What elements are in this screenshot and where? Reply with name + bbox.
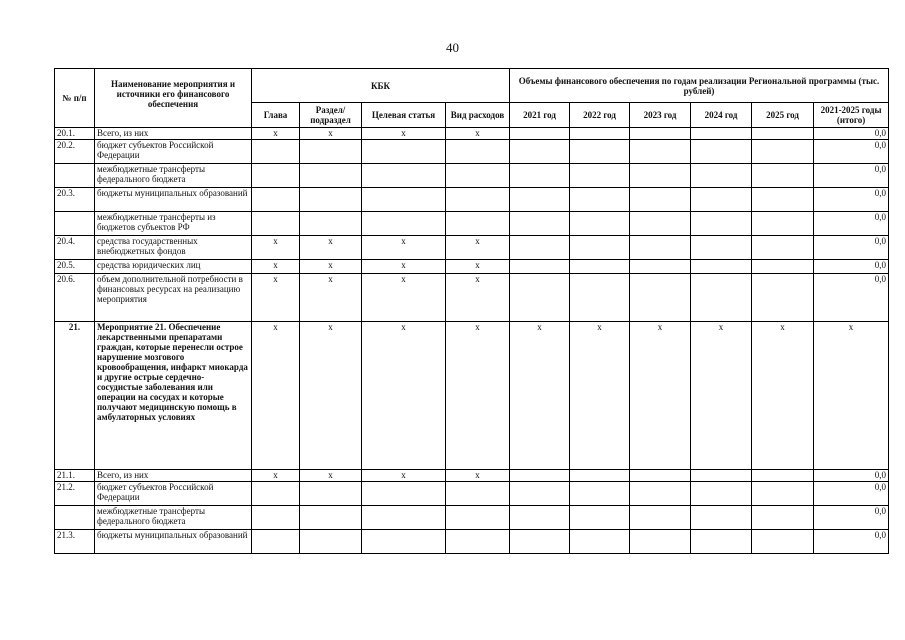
cell-y2022	[570, 212, 630, 236]
cell-vid	[446, 212, 510, 236]
header-name: Наименование мероприятия и источники его финансового обеспечения	[95, 69, 252, 128]
cell-vid	[446, 188, 510, 212]
page-number: 40	[446, 40, 459, 55]
cell-y2024	[691, 128, 752, 140]
cell-vid	[446, 506, 510, 530]
cell-y2021	[510, 128, 570, 140]
cell-vid: x	[446, 236, 510, 260]
table-row	[55, 506, 889, 530]
cell-y2022	[570, 470, 630, 482]
cell-num: 20.5.	[55, 260, 95, 274]
cell-num: 20.2.	[55, 140, 95, 164]
cell-glava	[252, 530, 300, 554]
cell-y2021	[510, 506, 570, 530]
cell-y2022	[570, 274, 630, 322]
cell-glava	[252, 140, 300, 164]
cell-vid: x	[446, 128, 510, 140]
cell-y2023	[630, 482, 691, 506]
cell-num: 20.4.	[55, 236, 95, 260]
cell-y2024	[691, 140, 752, 164]
header-2025: 2025 год	[752, 103, 814, 128]
cell-name: Мероприятие 21. Обеспечение лекарственными препаратами граждан, которые перенесли острое нарушение мозгового кровообращения, инфаркт миокарда и другие острые сердечно-сосудистые заболевания или операции на сосудах и которые получают медицинскую помощь в амбулаторных условиях	[95, 322, 252, 470]
cell-y2021	[510, 530, 570, 554]
table-row	[55, 188, 889, 212]
cell-name: межбюджетные трансферты из бюджетов субъектов РФ	[95, 212, 252, 236]
cell-y2025: x	[752, 322, 814, 470]
cell-y2025	[752, 470, 814, 482]
table-row	[55, 470, 889, 482]
cell-celevaya: x	[362, 470, 446, 482]
cell-y2023	[630, 128, 691, 140]
cell-y2022	[570, 140, 630, 164]
table-body	[55, 128, 889, 554]
cell-name: межбюджетные трансферты федерального бюджета	[95, 164, 252, 188]
cell-glava	[252, 482, 300, 506]
cell-y2024	[691, 260, 752, 274]
cell-y2022: x	[570, 322, 630, 470]
cell-y2021: x	[510, 322, 570, 470]
cell-y2024	[691, 482, 752, 506]
cell-name: средства юридических лиц	[95, 260, 252, 274]
cell-num	[55, 164, 95, 188]
cell-razdel	[300, 140, 362, 164]
table-row	[55, 128, 889, 140]
cell-y2022	[570, 506, 630, 530]
cell-glava: x	[252, 260, 300, 274]
cell-total: 0,0	[814, 482, 889, 506]
cell-total: 0,0	[814, 274, 889, 322]
table-row	[55, 530, 889, 554]
cell-total: 0,0	[814, 260, 889, 274]
cell-vid: x	[446, 274, 510, 322]
cell-num	[55, 212, 95, 236]
cell-y2025	[752, 164, 814, 188]
header-vid: Вид расходов	[446, 103, 510, 128]
cell-y2024	[691, 530, 752, 554]
header-2021: 2021 год	[510, 103, 570, 128]
cell-y2023	[630, 164, 691, 188]
cell-y2023	[630, 188, 691, 212]
header-kbk: КБК	[252, 69, 510, 103]
cell-y2021	[510, 260, 570, 274]
cell-y2023	[630, 260, 691, 274]
cell-y2023	[630, 470, 691, 482]
cell-num: 20.6.	[55, 274, 95, 322]
cell-name: бюджет субъектов Российской Федерации	[95, 482, 252, 506]
cell-y2025	[752, 274, 814, 322]
cell-razdel: x	[300, 274, 362, 322]
table-row	[55, 260, 889, 274]
cell-y2024	[691, 236, 752, 260]
cell-glava: x	[252, 322, 300, 470]
cell-y2025	[752, 236, 814, 260]
header-num: № п/п	[55, 69, 95, 128]
cell-y2025	[752, 506, 814, 530]
cell-total: 0,0	[814, 212, 889, 236]
cell-y2025	[752, 482, 814, 506]
cell-total: 0,0	[814, 530, 889, 554]
cell-y2022	[570, 164, 630, 188]
table-row	[55, 322, 889, 470]
cell-y2025	[752, 140, 814, 164]
cell-y2023	[630, 274, 691, 322]
cell-y2023	[630, 140, 691, 164]
cell-y2025	[752, 188, 814, 212]
cell-y2024	[691, 188, 752, 212]
header-razdel: Раздел/ подраздел	[300, 103, 362, 128]
cell-total: 0,0	[814, 188, 889, 212]
cell-y2021	[510, 212, 570, 236]
cell-razdel: x	[300, 236, 362, 260]
cell-celevaya	[362, 482, 446, 506]
cell-celevaya: x	[362, 128, 446, 140]
cell-total: x	[814, 322, 889, 470]
table-row	[55, 482, 889, 506]
cell-glava: x	[252, 470, 300, 482]
table-row	[55, 212, 889, 236]
cell-name: средства государственных внебюджетных фондов	[95, 236, 252, 260]
cell-celevaya: x	[362, 322, 446, 470]
cell-num: 21.	[55, 322, 95, 470]
cell-name: межбюджетные трансферты федерального бюджета	[95, 506, 252, 530]
cell-y2022	[570, 530, 630, 554]
cell-y2024: x	[691, 322, 752, 470]
cell-celevaya: x	[362, 236, 446, 260]
cell-y2025	[752, 128, 814, 140]
cell-razdel	[300, 188, 362, 212]
cell-celevaya	[362, 188, 446, 212]
cell-y2023	[630, 530, 691, 554]
cell-y2021	[510, 188, 570, 212]
cell-y2024	[691, 212, 752, 236]
cell-glava: x	[252, 236, 300, 260]
cell-y2021	[510, 482, 570, 506]
cell-glava	[252, 164, 300, 188]
cell-name: Всего, из них	[95, 128, 252, 140]
cell-name: Всего, из них	[95, 470, 252, 482]
cell-y2024	[691, 164, 752, 188]
header-glava: Глава	[252, 103, 300, 128]
table-row	[55, 236, 889, 260]
cell-celevaya	[362, 506, 446, 530]
cell-celevaya: x	[362, 274, 446, 322]
cell-glava: x	[252, 274, 300, 322]
cell-total: 0,0	[814, 236, 889, 260]
table-row	[55, 140, 889, 164]
cell-y2025	[752, 530, 814, 554]
cell-y2023	[630, 212, 691, 236]
cell-y2024	[691, 470, 752, 482]
cell-celevaya	[362, 530, 446, 554]
header-2024: 2024 год	[691, 103, 752, 128]
budget-table	[54, 68, 889, 554]
cell-glava	[252, 188, 300, 212]
cell-total: 0,0	[814, 128, 889, 140]
cell-y2025	[752, 260, 814, 274]
cell-y2023: x	[630, 322, 691, 470]
cell-y2024	[691, 274, 752, 322]
cell-razdel	[300, 212, 362, 236]
cell-vid	[446, 164, 510, 188]
cell-celevaya	[362, 140, 446, 164]
cell-total: 0,0	[814, 506, 889, 530]
cell-celevaya	[362, 164, 446, 188]
cell-num: 20.1.	[55, 128, 95, 140]
cell-razdel	[300, 506, 362, 530]
cell-razdel	[300, 530, 362, 554]
cell-name: бюджеты муниципальных образований	[95, 530, 252, 554]
cell-y2023	[630, 506, 691, 530]
cell-y2021	[510, 236, 570, 260]
cell-y2022	[570, 260, 630, 274]
cell-num	[55, 506, 95, 530]
cell-y2021	[510, 274, 570, 322]
cell-y2021	[510, 164, 570, 188]
cell-y2021	[510, 140, 570, 164]
cell-y2021	[510, 470, 570, 482]
cell-y2022	[570, 128, 630, 140]
cell-razdel: x	[300, 260, 362, 274]
cell-name: бюджет субъектов Российской Федерации	[95, 140, 252, 164]
cell-y2022	[570, 236, 630, 260]
cell-y2024	[691, 506, 752, 530]
cell-total: 0,0	[814, 164, 889, 188]
cell-total: 0,0	[814, 140, 889, 164]
cell-name: объем дополнительной потребности в финансовых ресурсах на реализацию мероприятия	[95, 274, 252, 322]
cell-vid: x	[446, 322, 510, 470]
cell-num: 21.3.	[55, 530, 95, 554]
header-total: 2021-2025 годы (итого)	[814, 103, 889, 128]
cell-num: 21.2.	[55, 482, 95, 506]
table-row	[55, 164, 889, 188]
cell-vid	[446, 140, 510, 164]
cell-glava: x	[252, 128, 300, 140]
cell-razdel	[300, 164, 362, 188]
cell-razdel: x	[300, 322, 362, 470]
header-celevaya: Целевая статья	[362, 103, 446, 128]
cell-num: 21.1.	[55, 470, 95, 482]
header-2022: 2022 год	[570, 103, 630, 128]
cell-razdel: x	[300, 128, 362, 140]
cell-vid: x	[446, 260, 510, 274]
cell-y2022	[570, 482, 630, 506]
header-volumes: Объемы финансового обеспечения по годам реализации Региональной программы (тыс. рублей)	[510, 69, 889, 103]
cell-y2023	[630, 236, 691, 260]
cell-glava	[252, 506, 300, 530]
header-2023: 2023 год	[630, 103, 691, 128]
cell-celevaya	[362, 212, 446, 236]
cell-name: бюджеты муниципальных образований	[95, 188, 252, 212]
cell-celevaya: x	[362, 260, 446, 274]
cell-y2022	[570, 188, 630, 212]
cell-razdel: x	[300, 470, 362, 482]
table-row	[55, 274, 889, 322]
cell-num: 20.3.	[55, 188, 95, 212]
cell-razdel	[300, 482, 362, 506]
cell-vid	[446, 530, 510, 554]
cell-vid	[446, 482, 510, 506]
cell-total: 0,0	[814, 470, 889, 482]
cell-y2025	[752, 212, 814, 236]
cell-glava	[252, 212, 300, 236]
cell-vid: x	[446, 470, 510, 482]
